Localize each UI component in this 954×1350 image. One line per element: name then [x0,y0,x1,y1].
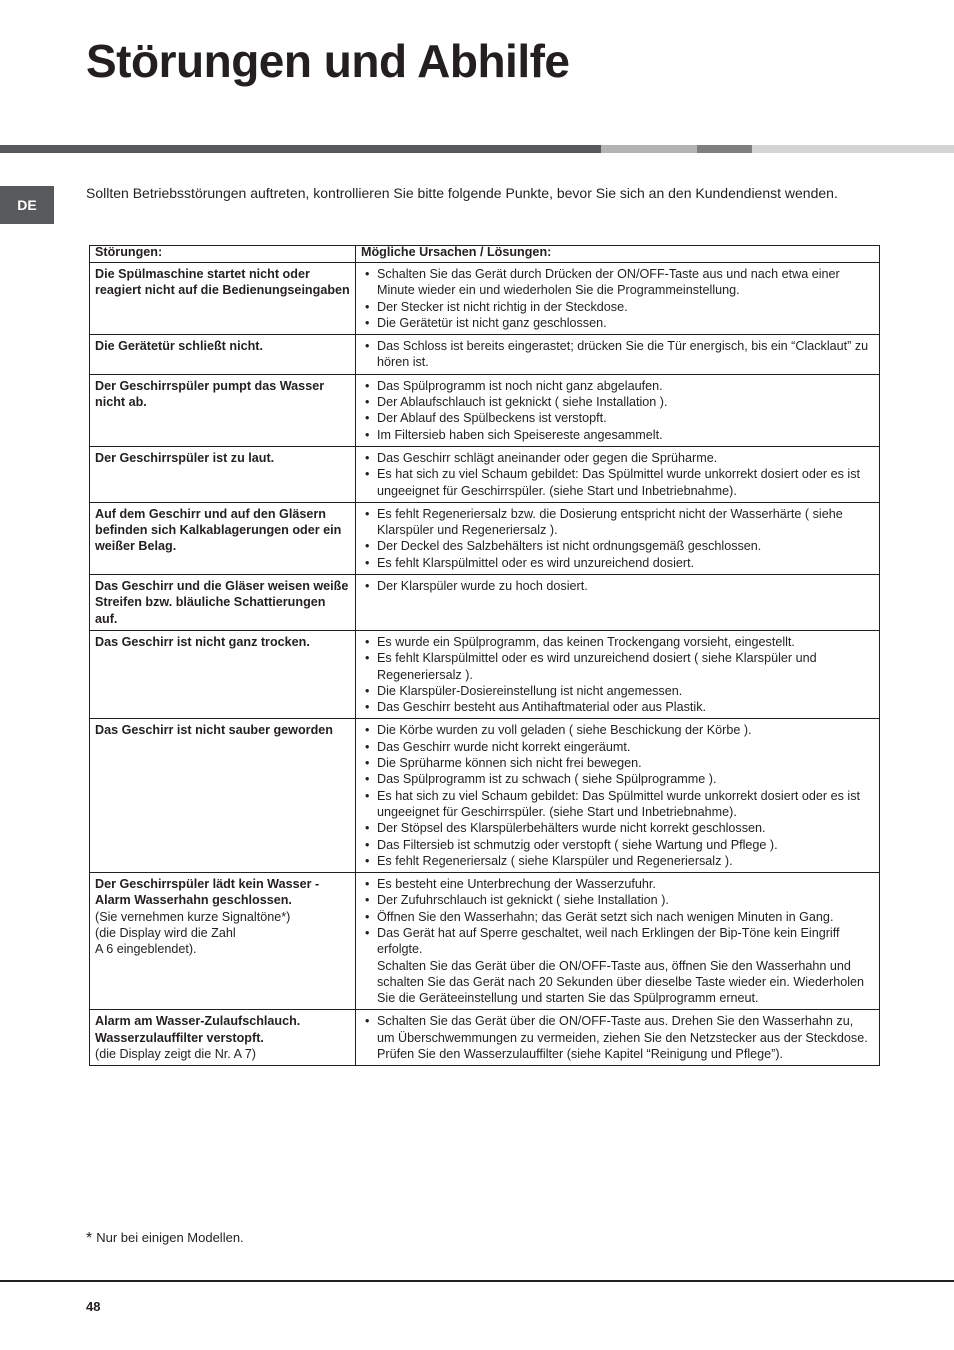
table-row [90,374,880,446]
problem-cell [90,374,356,446]
cause-item: • Der Deckel des Salzbehälters ist nicht ordnungsgemäß geschlossen. [361,538,874,554]
table-row [90,335,880,375]
causes-list [361,338,874,371]
cause-item: • Das Geschirr besteht aus Antihaftmaterial oder aus Plastik. [361,699,874,715]
cause-item: • Der Ablaufschlauch ist geknickt ( siehe Installation ). [361,394,874,410]
problem-note: (Sie vernehmen kurze Signaltöne*) [95,909,291,924]
cause-item: • Es hat sich zu viel Schaum gebildet: Das Spülmittel wurde unkorrekt dosiert oder es ist ungeeignet für Geschirrspüler. (siehe Start und Inbetriebnahme). [361,788,874,821]
table-row [90,446,880,502]
table-header-row [90,246,880,263]
header-stripe-pale [752,145,954,153]
cause-item: • Es fehlt Regeneriersalz bzw. die Dosierung entspricht nicht der Wasserhärte ( siehe Klarspüler und Regeneriersalz ). [361,506,874,539]
cause-item: • Es wurde ein Spülprogramm, das keinen Trockengang vorsieht, eingestellt. [361,634,874,650]
header-stripe-dark [0,145,601,153]
intro-text: Sollten Betriebsstörungen auftreten, kontrollieren Sie bitte folgende Punkte, bevor Sie sich an den Kundendienst wenden. [86,185,838,201]
table-row [90,873,880,1010]
problem-note: (die Display zeigt die Nr. A 7) [95,1047,256,1062]
causes-cell [356,873,880,1010]
table-row [90,1010,880,1066]
problem-cell [90,446,356,502]
causes-list [361,450,874,499]
cause-item: • Die Sprüharme können sich nicht frei bewegen. [361,755,874,771]
cause-item: • Es hat sich zu viel Schaum gebildet: Das Spülmittel wurde unkorrekt dosiert oder es ist ungeeignet für Geschirrspüler. (siehe Start und Inbetriebnahme). [361,466,874,499]
causes-cell [356,575,880,631]
causes-cell [356,374,880,446]
footnote [86,1230,244,1248]
troubleshooting-table [89,245,880,1066]
causes-cell [356,335,880,375]
problem-text: Der Geschirrspüler pumpt das Wasser nicht ab. [95,378,325,410]
table-body [90,263,880,1066]
cause-item: • Das Spülprogramm ist zu schwach ( siehe Spülprogramme ). [361,771,874,787]
cause-item: • Es fehlt Klarspülmittel oder es wird unzureichend dosiert. [361,555,874,571]
table-row [90,575,880,631]
table-row [90,502,880,574]
header-causes: Mögliche Ursachen / Lösungen: [356,246,880,263]
cause-item: • Es besteht eine Unterbrechung der Wasserzufuhr. [361,876,874,892]
causes-list [361,1013,874,1062]
causes-cell [356,446,880,502]
problem-cell [90,873,356,1010]
cause-item: • Schalten Sie das Gerät über die ON/OFF-Taste aus. Drehen Sie den Wasserhahn zu, um Überschwemmungen zu vermeiden, ziehen Sie den Netzstecker aus der Steckdose. Prüfen Sie den Wasserzulauffilter (siehe Kapitel “Reinigung und Pflege”). [361,1013,874,1062]
cause-item: • Es fehlt Klarspülmittel oder es wird unzureichend dosiert ( siehe Klarspüler und Regeneriersalz ). [361,650,874,683]
problem-cell [90,263,356,335]
cause-item: • Das Geschirr wurde nicht korrekt eingeräumt. [361,739,874,755]
cause-item: • Der Zufuhrschlauch ist geknickt ( siehe Installation ). [361,892,874,908]
footnote-marker: * [86,1230,93,1247]
causes-list [361,578,874,594]
header-stripe-light [601,145,697,153]
problem-cell [90,1010,356,1066]
cause-item: • Der Klarspüler wurde zu hoch dosiert. [361,578,874,594]
causes-cell [356,630,880,718]
table-row [90,263,880,335]
problem-text: Der Geschirrspüler lädt kein Wasser - Alarm Wasserhahn geschlossen. [95,877,320,908]
problem-text: Alarm am Wasser-Zulaufschlauch. Wasserzulauffilter verstopft. [95,1014,301,1045]
problem-text: Auf dem Geschirr und auf den Gläsern befinden sich Kalkablagerungen oder ein weißer Belag. [95,506,342,554]
cause-item: • Das Gerät hat auf Sperre geschaltet, weil nach Erklingen der Bip-Töne kein Eingriff erfolgte. Schalten Sie das Gerät über die ON/OFF-Taste aus, öffnen Sie den Wasserhahn und schalten Sie das Gerät nach 20 Sekunden über dieselbe Taste wieder ein. Wiederholen Sie die Geräteeinstellung und starten Sie das Spülprogramm erneut. [361,925,874,1006]
cause-item: • Das Filtersieb ist schmutzig oder verstopft ( siehe Wartung und Pflege ). [361,837,874,853]
page-number: 48 [86,1299,101,1314]
causes-list [361,506,874,571]
cause-item: • Der Ablauf des Spülbeckens ist verstopft. [361,410,874,426]
problem-note: (die Display wird die Zahl [95,925,236,940]
problem-text: Das Geschirr ist nicht sauber geworden [95,723,333,738]
problem-cell [90,575,356,631]
causes-cell [356,1010,880,1066]
problem-text: Das Geschirr ist nicht ganz trocken. [95,634,310,649]
cause-item: • Die Gerätetür ist nicht ganz geschlossen. [361,315,874,331]
cause-item: • Die Körbe wurden zu voll geladen ( siehe Beschickung der Körbe ). [361,722,874,738]
problem-text: Die Gerätetür schließt nicht. [95,339,263,354]
footer-rule [0,1280,954,1282]
language-tab: DE [0,186,54,224]
problem-note: A 6 eingeblendet). [95,942,197,957]
causes-cell [356,502,880,574]
causes-cell [356,263,880,335]
table-row [90,719,880,873]
problem-cell [90,502,356,574]
cause-item: • Die Klarspüler-Dosiereinstellung ist nicht angemessen. [361,683,874,699]
causes-list [361,634,874,715]
causes-list [361,722,874,869]
problem-cell [90,719,356,873]
causes-list [361,378,874,443]
cause-item: • Schalten Sie das Gerät durch Drücken der ON/OFF-Taste aus und nach etwa einer Minute wieder ein und wiederholen Sie die Programmeinstellung. [361,266,874,299]
causes-list [361,266,874,331]
causes-cell [356,719,880,873]
cause-item: • Das Geschirr schlägt aneinander oder gegen die Sprüharme. [361,450,874,466]
cause-item: • Es fehlt Regeneriersalz ( siehe Klarspüler und Regeneriersalz ). [361,853,874,869]
cause-item: • Der Stecker ist nicht richtig in der Steckdose. [361,299,874,315]
cause-item: • Der Stöpsel des Klarspülerbehälters wurde nicht korrekt geschlossen. [361,820,874,836]
cause-item: • Das Schloss ist bereits eingerastet; drücken Sie die Tür energisch, bis ein “Clacklaut” zu hören ist. [361,338,874,371]
problem-text: Das Geschirr und die Gläser weisen weiße Streifen bzw. bläuliche Schattierungen auf. [95,579,349,626]
problem-text: Der Geschirrspüler ist zu laut. [95,450,275,465]
header-problems: Störungen: [90,246,356,263]
footnote-text: Nur bei einigen Modellen. [96,1230,244,1245]
causes-list [361,876,874,1006]
cause-item: • Das Spülprogramm ist noch nicht ganz abgelaufen. [361,378,874,394]
problem-text: Die Spülmaschine startet nicht oder reagiert nicht auf die Bedienungseingaben [95,267,350,298]
page-title: Störungen und Abhilfe [86,35,570,87]
problem-cell [90,630,356,718]
header-stripe-mid [697,145,752,153]
problem-cell [90,335,356,375]
cause-item: • Im Filtersieb haben sich Speisereste angesammelt. [361,427,874,443]
table-row [90,630,880,718]
cause-item: • Öffnen Sie den Wasserhahn; das Gerät setzt sich nach wenigen Minuten in Gang. [361,909,874,925]
